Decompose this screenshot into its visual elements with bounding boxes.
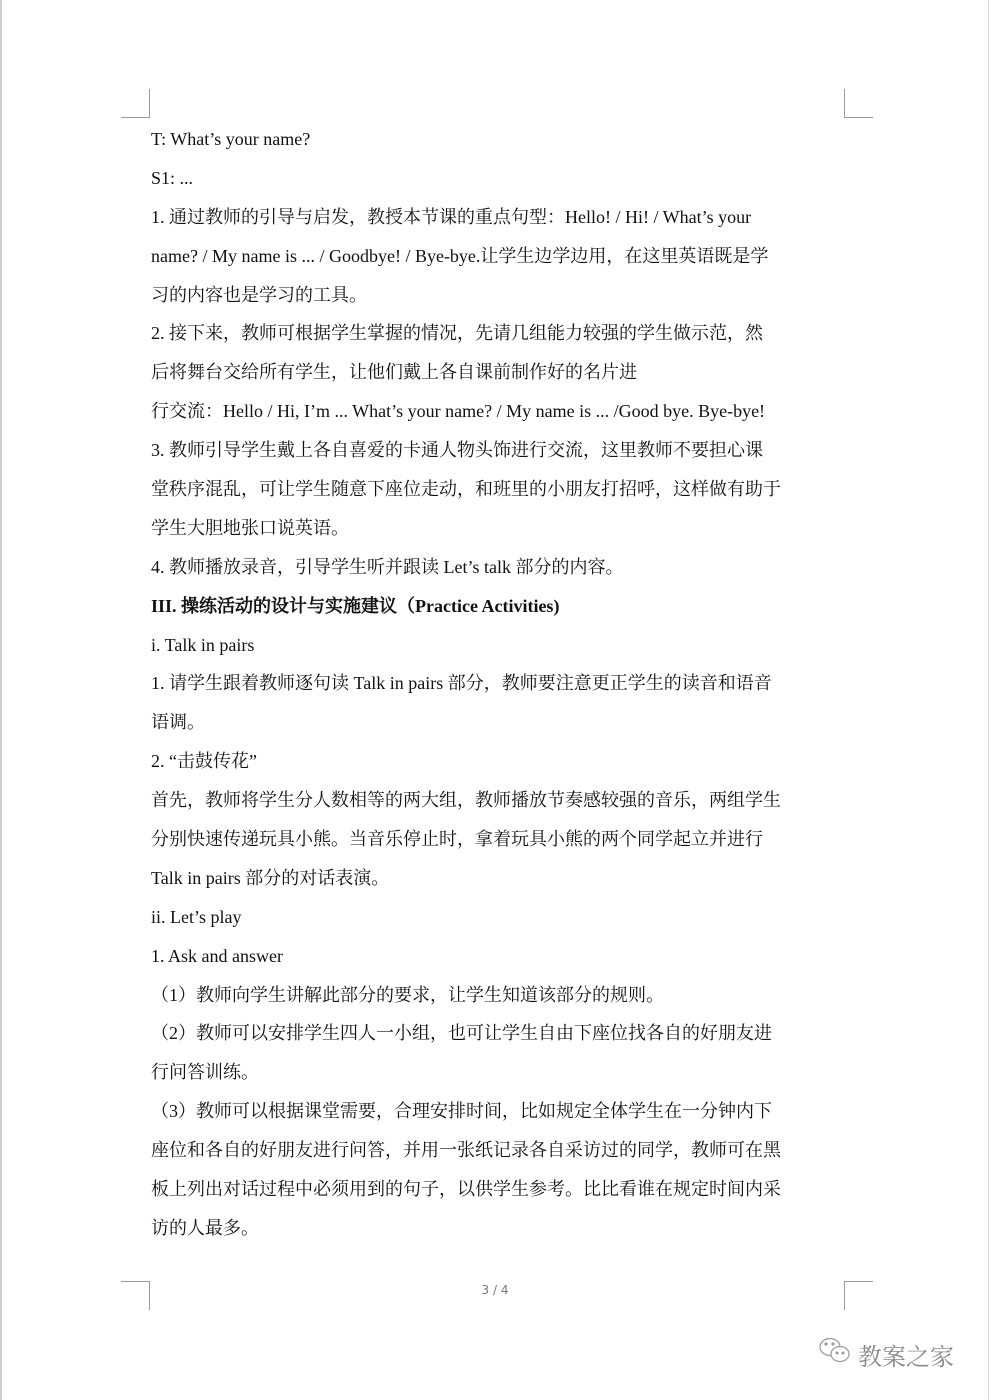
- text-line: 访的人最多。: [151, 1217, 259, 1238]
- text-line: i. Talk in pairs: [151, 634, 255, 655]
- text-line: 学生大胆地张口说英语。: [151, 517, 349, 538]
- text-line: 语调。: [151, 712, 205, 733]
- watermark-text: 教案之家: [858, 1342, 954, 1371]
- text-line: 首先，教师将学生分人数相等的两大组，教师播放节奏感较强的音乐，两组学生: [151, 790, 781, 811]
- text-line: 座位和各自的好朋友进行问答，并用一张纸记录各自采访过的同学，教师可在黑: [151, 1140, 781, 1161]
- text-line: （3）教师可以根据课堂需要，合理安排时间，比如规定全体学生在一分钟内下: [151, 1101, 772, 1122]
- text-line: name? / My name is ... / Goodbye! / Bye-bye.让学生边学边用，在这里英语既是学: [151, 245, 769, 266]
- margin-mark-top-left: [121, 89, 150, 118]
- watermark: [818, 1336, 954, 1372]
- text-line: 2. “击鼓传花”: [151, 751, 257, 772]
- text-line: 行问答训练。: [151, 1062, 259, 1083]
- text-line: 1. Ask and answer: [151, 945, 283, 966]
- text-line: 板上列出对话过程中必须用到的句子，以供学生参考。比比看谁在规定时间内采: [151, 1179, 781, 1200]
- margin-mark-top-right: [844, 89, 873, 118]
- document-body: [151, 120, 851, 1248]
- text-line: （1）教师向学生讲解此部分的要求，让学生知道该部分的规则。: [151, 984, 664, 1005]
- text-line: ii. Let’s play: [151, 906, 242, 927]
- page-right-edge: [988, 0, 989, 1400]
- text-line: 1. 请学生跟着教师逐句读 Talk in pairs 部分，教师要注意更正学生的读音和语音: [151, 673, 772, 694]
- text-line: 行交流：Hello / Hi, I’m ... What’s your name? / My name is ... /Good bye. Bye-bye!: [151, 401, 766, 422]
- text-line: 3. 教师引导学生戴上各自喜爱的卡通人物头饰进行交流，这里教师不要担心课: [151, 440, 763, 461]
- page-number: 3 / 4: [481, 1283, 509, 1297]
- text-line: 习的内容也是学习的工具。: [151, 284, 367, 305]
- text-line: （2）教师可以安排学生四人一小组，也可让学生自由下座位找各自的好朋友进: [151, 1023, 772, 1044]
- text-line: T: What’s your name?: [151, 129, 311, 149]
- wechat-icon: [818, 1336, 852, 1372]
- text-line: S1: ...: [151, 167, 194, 188]
- page-left-edge: [0, 0, 2, 1400]
- text-line: Talk in pairs 部分的对话表演。: [151, 867, 390, 888]
- text-line: 分别快速传递玩具小熊。当音乐停止时，拿着玩具小熊的两个同学起立并进行: [151, 829, 763, 850]
- text-line: 堂秩序混乱，可让学生随意下座位走动，和班里的小朋友打招呼，这样做有助于: [151, 479, 781, 500]
- text-line: 1. 通过教师的引导与启发，教授本节课的重点句型：Hello! / Hi! / What’s your: [151, 206, 752, 227]
- section-heading: III. 操练活动的设计与实施建议（Practice Activities): [151, 595, 560, 616]
- text-line: 4. 教师播放录音，引导学生听并跟读 Let’s talk 部分的内容。: [151, 556, 624, 577]
- text-line: 后将舞台交给所有学生，让他们戴上各自课前制作好的名片进: [151, 362, 637, 383]
- text-line: 2. 接下来，教师可根据学生掌握的情况，先请几组能力较强的学生做示范，然: [151, 323, 763, 344]
